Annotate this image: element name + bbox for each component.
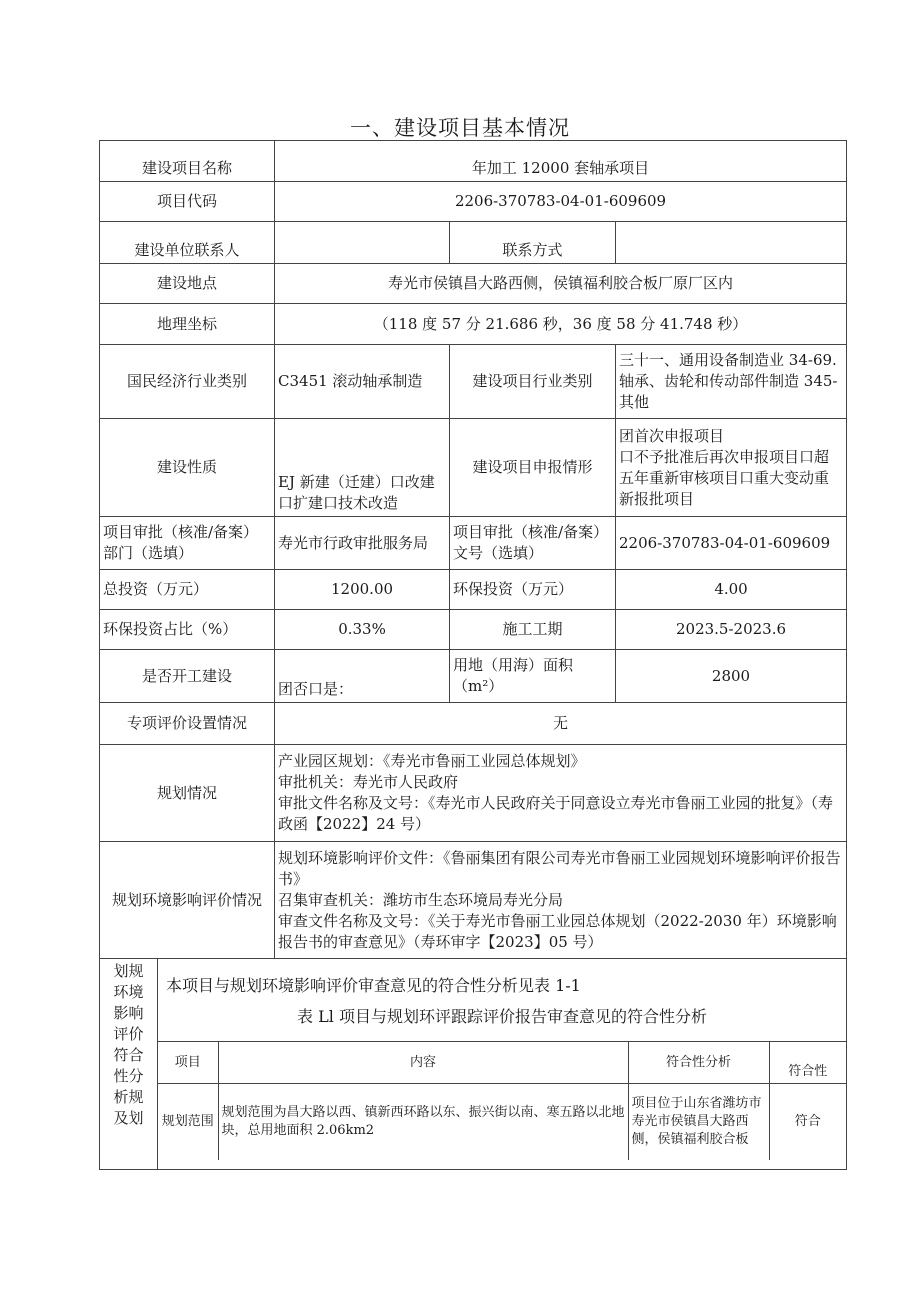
coordinates-value: （118 度 57 分 21.686 秒，36 度 58 分 41.748 秒） [275, 304, 847, 345]
compliance-row-result: 符合 [769, 1084, 846, 1160]
location-value: 寿光市侯镇昌大路西侧，侯镇福利胶合板厂原厂区内 [275, 264, 847, 304]
eia-line-3: 审查文件名称及文号：《关于寿光市鲁丽工业园总体规划（2022-2030 年）环境影响报告书的审查意见》（寿环审字【2023】05 号） [278, 911, 837, 951]
coordinates-label: 地理坐标 [100, 304, 275, 345]
nature-value: EJ 新建（迁建）口改建口扩建口技术改造 [275, 419, 450, 517]
industry-label: 国民经济行业类别 [100, 345, 275, 419]
compliance-header-content: 内容 [218, 1042, 628, 1084]
compliance-header-analysis: 符合性分析 [628, 1042, 769, 1084]
project-industry-value: 三十一、通用设备制造业 34-69.轴承、齿轮和传动部件制造 345-其他 [616, 345, 847, 419]
eia-line-1: 规划环境影响评价文件：《鲁丽集团有限公司寿光市鲁丽工业园规划环境影响评价报告书》 [278, 848, 841, 888]
planning-value [275, 745, 847, 842]
compliance-row-item: 规划范围 [158, 1084, 218, 1160]
compliance-table [158, 1041, 846, 1160]
project-name-label: 建设项目名称 [100, 141, 275, 182]
env-ratio-label: 环保投资占比（%） [100, 610, 275, 650]
page-title: 一、建设项目基本情况 [350, 116, 570, 140]
compliance-table-caption: 表 Ll 项目与规划环评跟踪评价报告审查意见的符合性分析 [297, 1007, 707, 1026]
project-industry-label: 建设项目行业类别 [450, 345, 616, 419]
compliance-row-content: 规划范围为昌大路以西、镇新西环路以东、振兴街以南、寒五路以北地块，总用地面积 2.06km2 [218, 1084, 628, 1160]
compliance-intro: 本项目与规划环境影响评价审查意见的符合性分析见表 1-1 [166, 976, 581, 995]
special-eval-label: 专项评价设置情况 [100, 703, 275, 745]
compliance-label: 划规环境影响评价符合性分析规及划 [100, 959, 158, 1170]
approval-number-label: 项目审批（核准/备案）文号（选填） [450, 517, 616, 570]
started-value: 团否口是： [275, 650, 450, 703]
contact-method-label: 联系方式 [450, 222, 616, 264]
special-eval-value: 无 [275, 703, 847, 745]
project-name-value: 年加工 12000 套轴承项目 [275, 141, 847, 182]
project-info-table [99, 140, 847, 1170]
investment-label: 总投资（万元） [100, 570, 275, 610]
industry-value: C3451 滚动轴承制造 [275, 345, 450, 419]
env-investment-label: 环保投资（万元） [450, 570, 616, 610]
planning-label: 规划情况 [100, 745, 275, 842]
nature-label: 建设性质 [100, 419, 275, 517]
planning-line-3: 审批文件名称及文号：《寿光市人民政府关于同意设立寿光市鲁丽工业园的批复》（寿政函【2022】24 号） [278, 794, 834, 833]
construction-period-label: 施工工期 [450, 610, 616, 650]
location-label: 建设地点 [100, 264, 275, 304]
env-ratio-value: 0.33% [275, 610, 450, 650]
land-area-value: 2800 [616, 650, 847, 703]
declaration-label: 建设项目申报情形 [450, 419, 616, 517]
planning-line-2: 审批机关：寿光市人民政府 [278, 773, 459, 791]
compliance-row-analysis: 项目位于山东省潍坊市寿光市侯镇昌大路西侧，侯镇福利胶合板 [628, 1084, 769, 1160]
declaration-line-1: 团首次申报项目 [619, 426, 725, 445]
approval-dept-label: 项目审批（核准/备案）部门（选填） [100, 517, 275, 570]
project-code-value: 2206-370783-04-01-609609 [275, 182, 847, 222]
approval-dept-value: 寿光市行政审批服务局 [275, 517, 450, 570]
declaration-value [616, 419, 847, 517]
investment-value: 1200.00 [275, 570, 450, 610]
compliance-header-result: 符合性 [769, 1042, 846, 1084]
contact-method-value [616, 222, 847, 264]
contact-person-value [275, 222, 450, 264]
env-investment-value: 4.00 [616, 570, 847, 610]
eia-label: 规划环境影响评价情况 [100, 842, 275, 959]
declaration-line-2: 口不予批准后再次申报项目口超五年重新审核项目口重大变动重新报批项目 [619, 447, 830, 508]
approval-number-value: 2206-370783-04-01-609609 [616, 517, 847, 570]
eia-line-2: 召集审查机关：潍坊市生态环境局寿光分局 [278, 890, 564, 909]
project-code-label: 项目代码 [100, 182, 275, 222]
compliance-header-item: 项目 [158, 1042, 218, 1084]
land-area-label: 用地（用海）面积（m²） [450, 650, 616, 703]
planning-line-1: 产业园区规划：《寿光市鲁丽工业园总体规划》 [278, 752, 586, 770]
eia-value [275, 842, 847, 959]
compliance-content [158, 959, 847, 1170]
started-label: 是否开工建设 [100, 650, 275, 703]
construction-period-value: 2023.5-2023.6 [616, 610, 847, 650]
contact-person-label: 建设单位联系人 [100, 222, 275, 264]
